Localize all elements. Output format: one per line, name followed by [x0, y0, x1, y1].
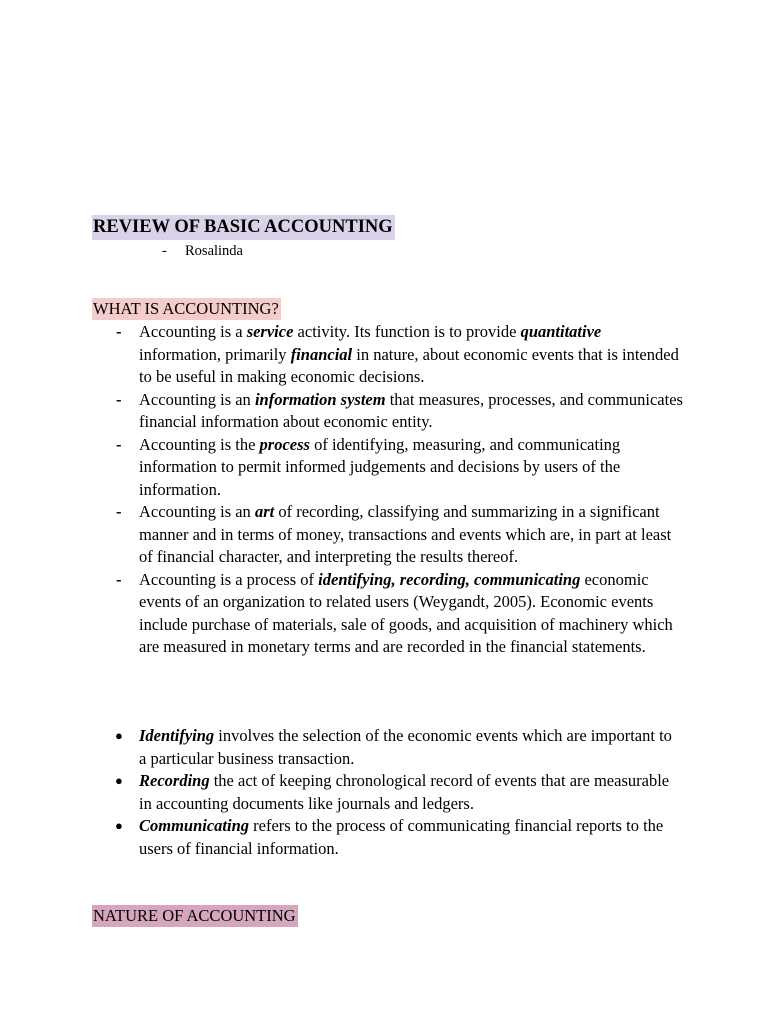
bullet-marker: ● [115, 818, 123, 833]
bullet-marker: ● [115, 728, 123, 743]
activity-item [113, 770, 683, 815]
dash-marker: - [116, 389, 122, 409]
section-heading-what-is-accounting: WHAT IS ACCOUNTING? [93, 299, 279, 318]
definition-text: of recording, classifying and summarizing in a significant manner and in terms of money, transactions and events which are, in part at least of financial character, and interpreting the results thereof. [139, 502, 672, 566]
author-name: Rosalinda [185, 243, 243, 259]
definition-text: in nature, about economic events that is intended to be useful in making economic decisions. [139, 344, 679, 386]
definition-item [113, 321, 683, 389]
emphasis-term: art [254, 502, 275, 521]
activity-text: the act of keeping chronological record of events that are measurable in accounting documents like journals and ledgers. [139, 771, 670, 813]
definition-text: Accounting is an [139, 389, 255, 409]
activity-term: Identifying [139, 726, 215, 745]
activity-text: refers to the process of communicating financial reports to the users of financial information. [139, 816, 664, 858]
definition-text: activity. Its function is to provide [293, 322, 521, 341]
activities-list [113, 725, 683, 860]
definition-item [113, 434, 683, 502]
dash-marker: - [116, 569, 122, 589]
dash-marker: - [116, 322, 122, 341]
section-heading-nature-of-accounting: NATURE OF ACCOUNTING [93, 906, 296, 925]
bullet-marker: ● [115, 773, 123, 788]
definition-text: Accounting is a [139, 322, 247, 341]
emphasis-term: identifying, recording, communicating [318, 569, 581, 589]
definitions-list [113, 321, 683, 659]
definition-text: economic events of an organization to related users (Weygandt, 2005). Economic events include purchase of materials, sale of goods, and acquisition of machinery which are measured in monetary terms and are recorded in the financial statements. [139, 569, 673, 656]
emphasis-term: service [246, 322, 294, 341]
activity-item [113, 815, 683, 860]
definition-item [113, 501, 683, 569]
document-title: REVIEW OF BASIC ACCOUNTING [92, 215, 395, 240]
definition-text: Accounting is a process of [139, 569, 319, 589]
author-dash: - [162, 243, 167, 259]
definition-text: of identifying, measuring, and communicating information to permit informed judgements and decisions by users of the information. [139, 434, 621, 499]
emphasis-term: process [259, 434, 310, 454]
activity-term: Communicating [139, 816, 250, 835]
definition-text: Accounting is an [139, 502, 255, 521]
emphasis-term: financial [290, 344, 353, 364]
emphasis-term: quantitative [520, 322, 602, 341]
activity-item [113, 725, 683, 770]
emphasis-term: information system [254, 389, 386, 409]
definition-text: that measures, processes, and communicates financial information about economic entity. [139, 389, 683, 431]
definition-item [113, 389, 683, 434]
definition-text: Accounting is the [139, 434, 260, 454]
dash-marker: - [116, 434, 122, 454]
activity-text: involves the selection of the economic events which are important to a particular business transaction. [139, 726, 672, 768]
author-line [162, 241, 243, 261]
activity-term: Recording [139, 771, 210, 790]
dash-marker: - [116, 502, 122, 521]
definition-text: information, primarily [139, 344, 291, 364]
definition-item [113, 569, 683, 659]
